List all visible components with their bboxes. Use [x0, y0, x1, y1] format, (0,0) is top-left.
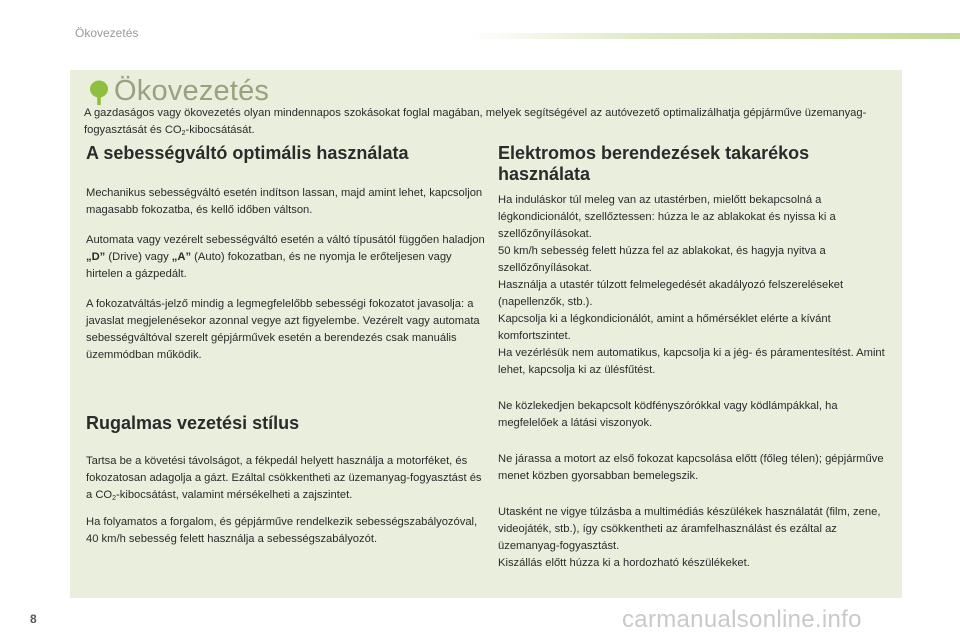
engine-warmup-paragraph: Ne járassa a motort az első fokozat kapcsolása előtt (főleg télen); gépjárműve menet közben gyorsabban bemelegszik.: [498, 453, 884, 482]
gearbox-heading: A sebességváltó optimális használata: [86, 143, 409, 163]
header-rule: [470, 33, 960, 39]
tree-icon: [88, 80, 110, 106]
multimedia-paragraph: Utasként ne vigye túlzásba a multimédiás készülékek használatát (film, zene, videojáték, stb.), így csökkentheti az áramfelhasználást és ezáltal az üzemanyag-fogyasztást. Kiszállás előtt húzza ki a hordozható készülékeket.: [498, 506, 881, 569]
fog-lamps-paragraph: Ne közlekedjen bekapcsolt ködfényszórókkal vagy ködlámpákkal, ha megfelelőek a látási viszonyok.: [498, 400, 838, 429]
driving-style-paragraph: Tartsa be a követési távolságot, a fékpedál helyett használja a motorféket, és fokozatosan adagolja a gázt. Ezáltal csökkentheti az üzemanyag-fogyasztást és a $CO_2$-kibocsátást, valamint mérsékelheti a zajszintet.: [86, 455, 482, 502]
driving-style-heading: Rugalmas vezetési stílus: [86, 413, 300, 433]
content-panel: [70, 70, 902, 598]
intro-paragraph: A gazdaságos vagy ökovezetés olyan mindennapos szokásokat foglal magában, melyek segítségével az autóvezető optimalizálhatja gépjárműve üzemanyag-fogyasztását és $CO_2$-kibocsátását.: [84, 107, 867, 137]
watermark: carmanualsonline.info: [622, 606, 862, 633]
gearbox-manual-paragraph: Mechanikus sebességváltó esetén indítson lassan, majd amint lehet, kapcsoljon magasabb fokozatba, és kellő időben váltson.: [86, 187, 483, 216]
page-number: 8: [30, 612, 37, 626]
gearshift-indicator-paragraph: A fokozatváltás-jelző mindig a legmegfelelőbb sebességi fokozatot javasolja: a javaslat megjelenésekor azonnal vegye azt figyelembe. Vezérelt vagy automata sebességváltóval szerelt gépjárművek esetén a berendezés csak manuális üzemmódban működik.: [86, 298, 480, 361]
right-column: [498, 143, 898, 572]
left-column: [86, 143, 486, 364]
electrical-equipment-heading: Elektromos berendezések takarékos használata: [498, 143, 810, 184]
header-title: Ökovezetés: [75, 26, 139, 40]
left-column-lower: [86, 413, 486, 548]
gearbox-automatic-paragraph: Automata vagy vezérelt sebességváltó esetén a váltó típusától függően haladjon „D” (Drive) vagy „A” (Auto) fokozatban, és ne nyomja le erőteljesen vagy hirtelen a gázpedált.: [86, 234, 485, 280]
air-conditioning-paragraph: Ha induláskor túl meleg van az utastérben, mielőtt bekapcsolná a légkondicionálót, szellőztessen: húzza le az ablakokat és nyissa ki a szellőzőnyílásokat. 50 km/h sebesség felett húzza fel az ablakokat, és hagyja nyitva a szellőzőnyílásokat. Használja a utastér túlzott felmelegedését akadályozó felszereléseket (napellenzők, stb.). Kapcsolja ki a légkondicionálót, amint a hőmérséklet elérte a kívánt komfortszintet. Ha vezérlésük nem automatikus, kapcsolja ki a jég- és páramentesítést. Amint lehet, kapcsolja ki az ülésfűtést.: [498, 194, 885, 376]
cruise-control-paragraph: Ha folyamatos a forgalom, és gépjárműve rendelkezik sebességszabályozóval, 40 km/h sebesség felett használja a sebességszabályozót.: [86, 516, 478, 545]
page-title: Ökovezetés: [114, 75, 270, 107]
